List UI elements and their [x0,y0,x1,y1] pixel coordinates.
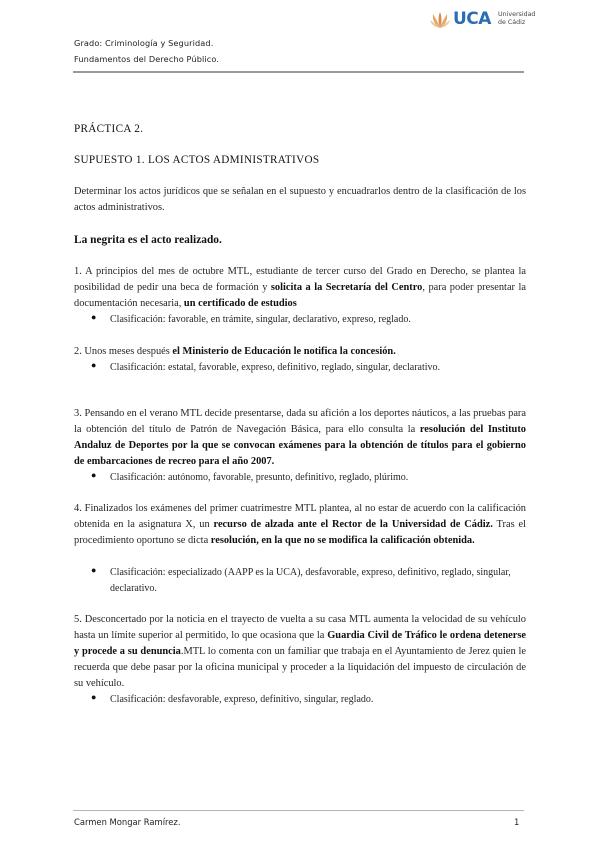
bullet-icon: ● [91,692,97,702]
bold-note: La negrita es el acto realizado. [74,234,222,246]
bullet-icon: ● [91,565,97,575]
bullet-icon: ● [91,470,97,480]
header-degree: Grado: Criminología y Seguridad. [74,38,214,48]
case-4-paragraph: 4. Finalizados los exámenes del primer cuatrimestre MTL plantea, al no estar de acuerdo con la calificación obtenida en la asignatura X, un recurso de alzada ante el Rector de la Universidad de Cádiz. Tras el procedimiento oportuno se dicta resolución, en la que no se modifica la calificación obtenida. [74,503,526,546]
case-4-classification: Clasificación: especializado (AAPP es la UCA), desfavorable, expreso, definitivo, reglado, singular, declarativo. [110,567,511,594]
case-1-paragraph: 1. A principios del mes de octubre MTL, estudiante de tercer curso del Grado en Derecho, se plantea la posibilidad de pedir una beca de formación y solicita a la Secretaría del Centro, para poder presentar la documentación necesaria, un certificado de estudios [74,266,526,309]
case-1-classification: Clasificación: favorable, en trámite, singular, declarativo, expreso, reglado. [110,314,411,325]
case-2-paragraph: 2. Unos meses después el Ministerio de Educación le notifica la concesión. [74,346,396,357]
footer-author: Carmen Mongar Ramírez. [74,817,181,827]
logo-emblem-icon [429,10,451,32]
uca-logo [429,8,539,34]
footer-divider [73,810,524,811]
case-2-classification: Clasificación: estatal, favorable, expreso, definitivo, reglado, singular, declarativo. [110,362,441,373]
case-3-paragraph: 3. Pensando en el verano MTL decide presentarse, dada su afición a los deportes náuticos, a las pruebas para la obtención del título de Patrón de Navegación Básica, para ello consulta la resolución del Instituto Andaluz de Deportes por la que se convocan exámenes para la obtención de títulos para el gobierno de embarcaciones de recreo para el año 2007. [74,408,526,467]
intro-paragraph: Determinar los actos jurídicos que se señalan en el supuesto y encuadrarlos dentro de la clasificación de los actos administrativos. [74,186,526,213]
logo-acronym: UCA [453,9,491,29]
bullet-icon: ● [91,360,97,370]
case-3-classification: Clasificación: autónomo, favorable, presunto, definitivo, reglado, plúrimo. [110,472,409,483]
case-5-paragraph: 5. Desconcertado por la noticia en el trayecto de vuelta a su casa MTL aumenta la velocidad de su vehículo hasta un límite superior al permitido, lo que ocasiona que la Guardia Civil de Tráfico le ordena detenerse y procede a su denuncia.MTL lo comenta con un familiar que trabaja en el Ayuntamiento de Jerez quien le recuerda que debe pasar por la oficina municipal y proceder a la liquidación del impuesto de circulación de su vehículo. [74,614,526,689]
header-divider [73,71,524,73]
case-5-classification: Clasificación: desfavorable, expreso, definitivo, singular, reglado. [110,694,374,705]
bullet-icon: ● [91,312,97,322]
page-title: PRÁCTICA 2. [74,123,144,135]
page-number: 1 [514,817,520,827]
logo-university-name: Universidad de Cádiz [498,11,536,26]
header-course: Fundamentos del Derecho Público. [74,54,220,64]
section-title: SUPUESTO 1. LOS ACTOS ADMINISTRATIVOS [74,154,320,166]
